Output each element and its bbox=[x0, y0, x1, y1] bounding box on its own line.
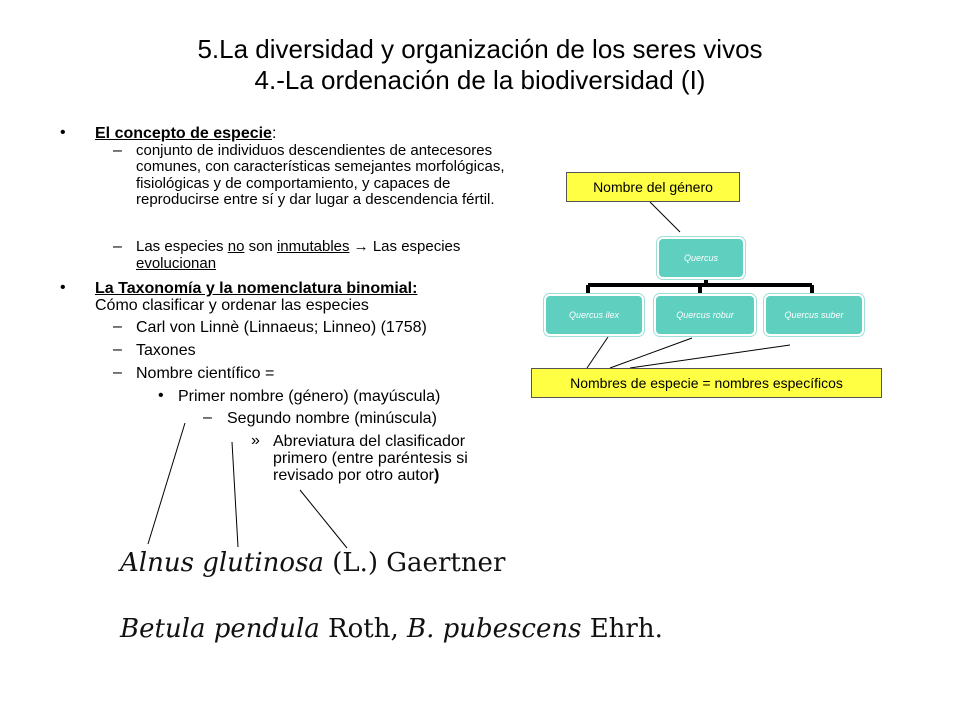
example-genus: Betula bbox=[120, 614, 206, 644]
concepto-especie-heading: El concepto de especie bbox=[95, 125, 272, 142]
example-genus-abbrev: B. bbox=[406, 614, 435, 644]
colon: : bbox=[271, 125, 277, 142]
linneo-item: Carl von Linnè (Linnaeus; Linneo) (1758) bbox=[136, 319, 427, 336]
dash-marker: – bbox=[113, 142, 122, 159]
raquo-marker: » bbox=[251, 432, 260, 449]
nombre-genero-label: Nombre del género bbox=[566, 172, 740, 202]
example-betula bbox=[120, 614, 663, 644]
diagram-node-quercus-robur: Quercus robur bbox=[654, 294, 756, 336]
example-species-2: pubescens bbox=[442, 614, 582, 644]
bullet-marker: • bbox=[158, 387, 164, 404]
text-evolucionan: evolucionan bbox=[136, 254, 217, 272]
diagram-node-quercus-suber: Quercus suber bbox=[764, 294, 864, 336]
arrow-right-icon: → bbox=[353, 238, 369, 255]
taxonomia-heading: La Taxonomía y la nomenclatura binomial: bbox=[95, 280, 418, 297]
nombres-especie-label: Nombres de especie = nombres específicos bbox=[531, 368, 882, 398]
dash-marker: – bbox=[113, 238, 122, 255]
example-author: (L.) bbox=[332, 548, 379, 578]
example-author-2: Ehrh. bbox=[589, 614, 663, 644]
bullet-marker: • bbox=[60, 279, 66, 296]
dash-marker: – bbox=[113, 364, 122, 381]
text-fragment: son bbox=[244, 238, 277, 255]
title-line-1: 5.La diversidad y organización de los seres vivos bbox=[197, 34, 763, 64]
title-line-2: 4.-La ordenación de la biodiversidad (I) bbox=[254, 65, 706, 95]
example-genus: Alnus bbox=[120, 548, 194, 578]
diagram-node-root: Quercus bbox=[657, 237, 745, 279]
taxonomia-subtitle: Cómo clasificar y ordenar las especies bbox=[95, 297, 369, 314]
nombre-cientifico-item: Nombre científico = bbox=[136, 365, 275, 382]
text-fragment: Las especies bbox=[368, 238, 461, 255]
text-no: no bbox=[227, 238, 245, 255]
segundo-nombre-item: Segundo nombre (minúscula) bbox=[227, 410, 437, 427]
example-author: Roth, bbox=[328, 614, 399, 644]
dash-marker: – bbox=[113, 341, 122, 358]
example-reviser: Gaertner bbox=[386, 548, 506, 578]
example-alnus bbox=[120, 548, 505, 578]
dash-marker: – bbox=[203, 409, 212, 426]
diagram-node-quercus-ilex: Quercus ilex bbox=[544, 294, 644, 336]
definicion-especie: conjunto de individuos descendientes de antecesores comunes, con características semejantes morfológicas, fisiológicas y de comportamiento, y capaces de reproducirse entre sí y dar lugar a descendencia fértil. bbox=[136, 142, 505, 208]
close-paren: ) bbox=[433, 467, 440, 484]
text-fragment: Las especies bbox=[136, 238, 228, 255]
taxones-item: Taxones bbox=[136, 342, 196, 359]
primer-nombre-item: Primer nombre (género) (mayúscula) bbox=[178, 388, 441, 405]
example-species: glutinosa bbox=[202, 548, 324, 578]
bullet-marker: • bbox=[60, 124, 66, 141]
text-inmutables: inmutables bbox=[276, 238, 350, 255]
dash-marker: – bbox=[113, 318, 122, 335]
abreviatura-text: Abreviatura del clasificador primero (entre paréntesis si revisado por otro autor bbox=[273, 433, 468, 484]
example-species: pendula bbox=[213, 614, 320, 644]
